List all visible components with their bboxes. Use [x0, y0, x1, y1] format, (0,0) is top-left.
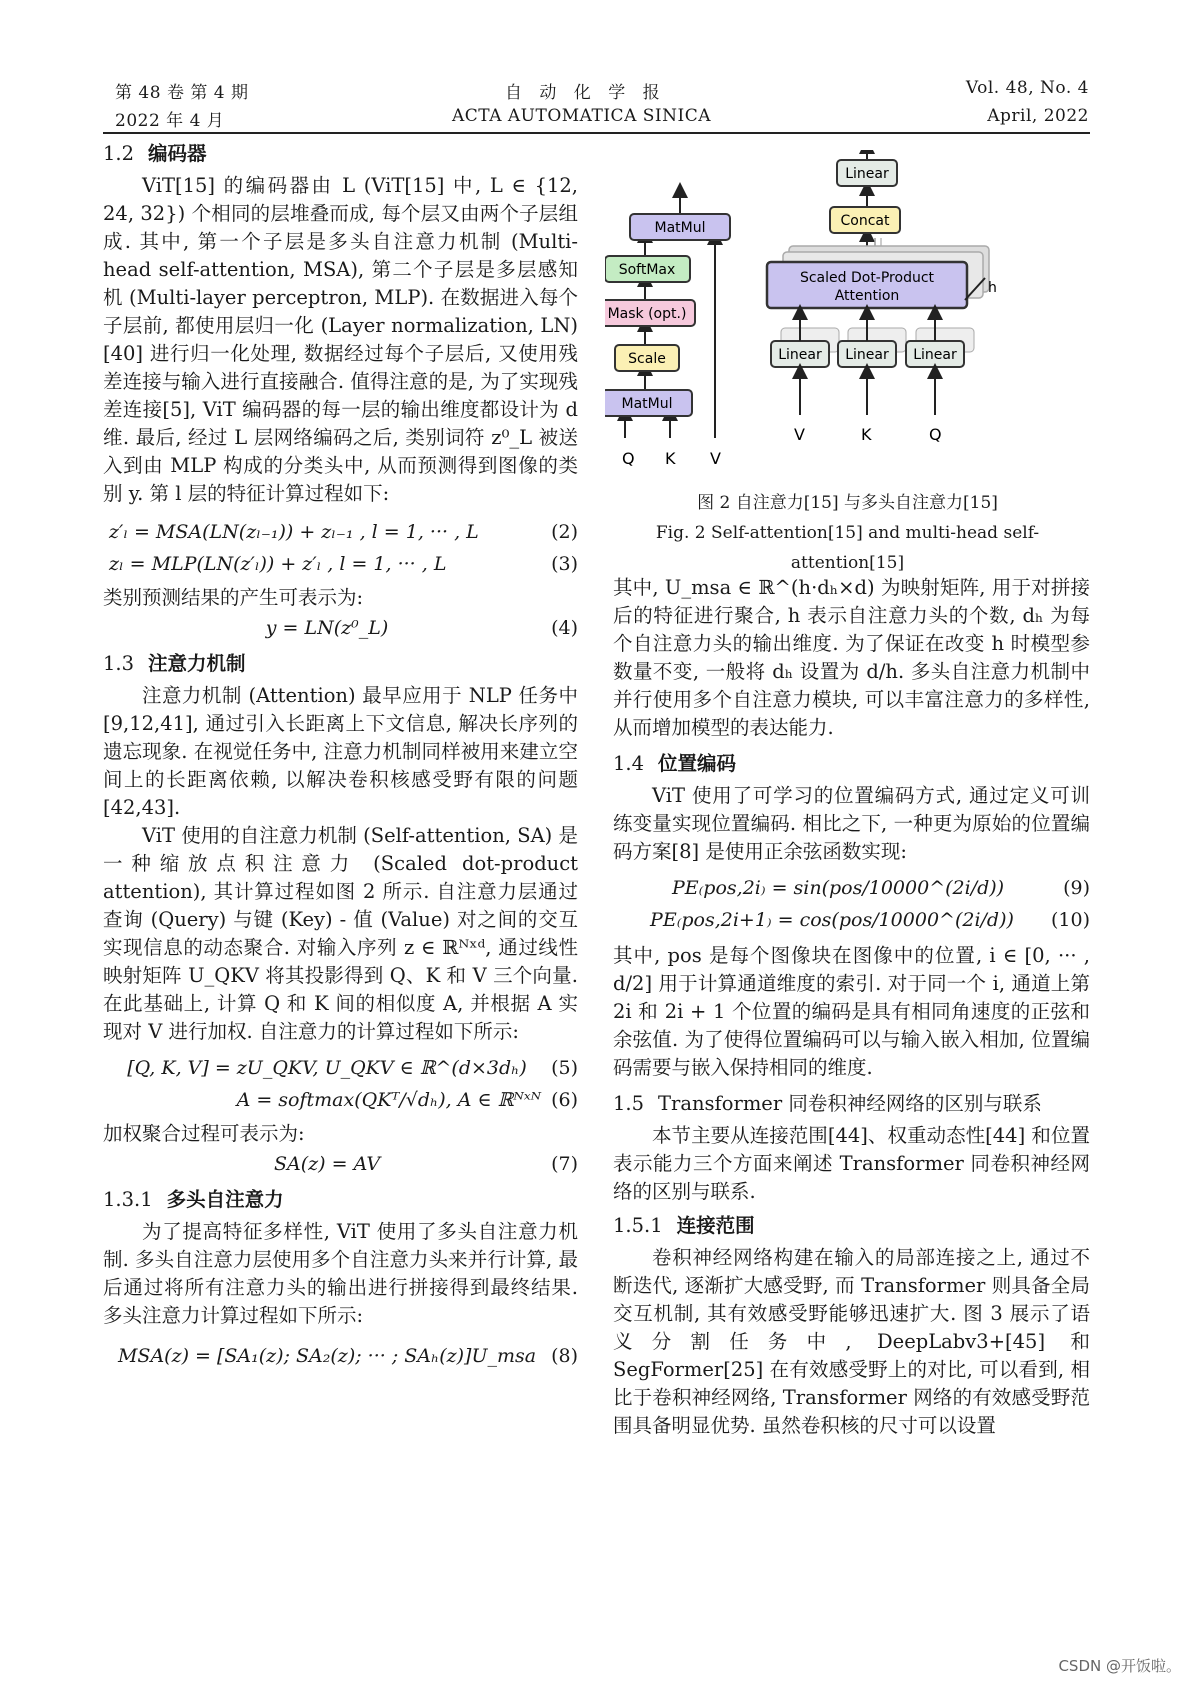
matmul-top-label: MatMul — [654, 220, 706, 236]
equation-10: PE₍pos,2i+1₎ = cos(pos/10000^(2i/d)) (10) — [650, 909, 1090, 931]
header-date-en: April, 2022 — [987, 106, 1089, 126]
equation-7: SA(z) = AV (7) — [274, 1153, 578, 1175]
left-flow — [605, 190, 730, 468]
paragraph: ViT 使用的自注意力机制 (Self-attention, SA) 是一种缩放点积注意力 (Scaled dot-product attention), 其计算过程如图 2 所示. 自注意力层通过查询 (Query) 与键 (Key) - 值 (Value) 对之间的交互实现信息的动态聚合. 对输入序列 z ∈ ℝᴺˣᵈ, 通过线性映射矩阵 U_QKV 将其投影得到 Q、K 和 V 三个向量. 在此基础上, 计算 Q 和 K 间的相似度 A, 并根据 A 实现对 V 进行加权. 自注意力的计算过程如下所示: — [103, 824, 578, 1043]
section-heading: 1.3.1 多头自注意力 — [103, 1188, 284, 1211]
softmax-label: SoftMax — [618, 262, 676, 278]
sdpa-label-line1: Scaled Dot-Product — [799, 270, 935, 286]
section-heading: 1.3 注意力机制 — [103, 652, 246, 675]
scale-label: Scale — [628, 351, 666, 367]
section-heading: 1.2 编码器 — [103, 142, 207, 165]
paragraph: ViT[15] 的编码器由 L (ViT[15] 中, L ∈ {12, 24, 32}) 个相同的层堆叠而成, 每个层又由两个子层组成. 其中, 第一个子层是多头自注意力机制 (Multi-head self-attention, MSA), 第二个子层是多层感知机 (Multi-layer perceptron, MLP). 在数据进入每个子层前, 都使用层归一化 (Layer normalization, LN)[40] 进行归一化处理, 数据经过每个子层后, 又使用残差连接与输入进行直接融合. 值得注意的是, 为了实现残差连接[5], ViT 编码器的每一层的输出维度都设计为 d 维. 最后, 经过 L 层网络编码之后, 类别词符 z⁰_L 被送入到由 MLP 构成的分类头中, 从而预测得到图像的类别 y. 第 l 层的特征计算过程如下: — [103, 174, 578, 505]
right-flow — [767, 150, 997, 444]
concat-label: Concat — [840, 213, 890, 229]
right-input-q: Q — [929, 425, 942, 444]
right-input-v: V — [794, 425, 805, 444]
linear-v-label: Linear — [778, 347, 822, 363]
equation-4: y = LN(z⁰_L) (4) — [265, 617, 578, 639]
equation-6: A = softmax(QKᵀ/√dₕ), A ∈ ℝᴺˣᴺ (6) — [236, 1089, 578, 1111]
linear-k-group — [838, 312, 906, 415]
equation-2: z′ₗ = MSA(LN(zₗ₋₁)) + zₗ₋₁ , l = 1, ··· , L (2) — [109, 521, 578, 543]
paragraph: 类别预测结果的产生可表示为: — [103, 586, 364, 609]
figure-attention-diagram — [605, 150, 1090, 500]
header-volume-issue: 第 48 卷 第 4 期 — [115, 83, 249, 103]
linear-q-group — [906, 312, 974, 415]
linear-top-label: Linear — [845, 166, 889, 182]
mask-label: Mask (opt.) — [607, 306, 687, 322]
paragraph: 卷积神经网络构建在输入的局部连接之上, 通过不断迭代, 逐渐扩大感受野, 而 Transformer 则具备全局交互机制, 其有效感受野能够迅速扩大. 图 3 展示了语义分割任务中, DeepLabv3+[45] 和 SegFormer[25] 在有效感受野上的对比, 可以看到, 相比于卷积神经网络, Transformer 网络的有效感受野范围具备明显优势. 虽然卷积核的尺寸可以设置 — [613, 1246, 1090, 1437]
heads-h-label: h — [988, 280, 997, 296]
header-journal-en: ACTA AUTOMATICA SINICA — [452, 106, 711, 126]
linear-q-label: Linear — [913, 347, 957, 363]
right-input-k: K — [861, 425, 872, 444]
watermark: CSDN @开饭啦。 — [1058, 1657, 1181, 1675]
left-input-v: V — [710, 449, 721, 468]
linear-k-label: Linear — [845, 347, 889, 363]
sdpa-label-line2: Attention — [834, 288, 900, 304]
equation-9: PE₍pos,2i₎ = sin(pos/10000^(2i/d)) (9) — [671, 877, 1090, 899]
paragraph: 本节主要从连接范围[44]、权重动态性[44] 和位置表示能力三个方面来阐述 Transformer 同卷积神经网络的区别与联系. — [613, 1124, 1090, 1203]
header-rule — [103, 132, 1090, 134]
equation-3: zₗ = MLP(LN(z′ₗ)) + z′ₗ , l = 1, ··· , L (3) — [109, 553, 578, 575]
linear-v-group — [771, 312, 839, 415]
section-heading: 1.4 位置编码 — [613, 752, 737, 775]
left-input-k: K — [665, 449, 676, 468]
equation-5: [Q, K, V] = zU_QKV, U_QKV ∈ ℝ^(d×3dₕ) (5) — [127, 1057, 578, 1079]
paragraph: ViT 使用了可学习的位置编码方式, 通过定义可训练变量实现位置编码. 相比之下, 一种更为原始的位置编码方案[8] 是使用正余弦函数实现: — [613, 784, 1090, 863]
paragraph: 其中, pos 是每个图像块在图像中的位置, i ∈ [0, ··· , d/2] 用于计算通道维度的索引. 对于同一个 i, 通道上第 2i 和 2i + 1 个位置的编码是具有相同角速度的正弦和余弦值. 为了使得位置编码可以与输入嵌入相加, 位置编码需要与嵌入保持相同的维度. — [613, 944, 1090, 1079]
header-volume-en: Vol. 48, No. 4 — [965, 78, 1089, 98]
figure-caption-en: Fig. 2 Self-attention[15] and multi-head self-attention[15] — [655, 523, 1040, 573]
matmul-bottom-label: MatMul — [621, 396, 673, 412]
header-journal-cn: 自 动 化 学 报 — [505, 83, 666, 103]
paragraph: 注意力机制 (Attention) 最早应用于 NLP 任务中[9,12,41], 通过引入长距离上下文信息, 解决长序列的遗忘现象. 在视觉任务中, 注意力机制同样被用来建立空间上的长距离依赖, 以解决卷积核感受野有限的问题[42,43]. — [103, 684, 578, 819]
header-date-cn: 2022 年 4 月 — [115, 111, 225, 131]
equation-8: MSA(z) = [SA₁(z); SA₂(z); ··· ; SAₕ(z)]U_msa (8) — [117, 1345, 578, 1367]
right-column — [613, 574, 1090, 1440]
left-input-q: Q — [622, 449, 635, 468]
section-heading: 1.5.1 连接范围 — [613, 1214, 755, 1237]
paragraph: 其中, U_msa ∈ ℝ^(h·dₕ×d) 为映射矩阵, 用于对拼接后的特征进行聚合, h 表示自注意力头的个数, dₕ 为每个自注意力头的输出维度. 为了保证在改变 h 时模型参数量不变, 一般将 dₕ 设置为 d/h. 多头自注意力机制中并行使用多个自注意力模块, 可以丰富注意力的多样性, 从而增加模型的表达能力. — [613, 576, 1090, 739]
paragraph: 为了提高特征多样性, ViT 使用了多头自注意力机制. 多头自注意力层使用多个自注意力头来并行计算, 最后通过将所有注意力头的输出进行拼接得到最终结果. 多头注意力计算过程如下所示: — [103, 1220, 578, 1327]
paragraph: 加权聚合过程可表示为: — [103, 1122, 305, 1145]
figure-caption-cn: 图 2 自注意力[15] 与多头自注意力[15] — [697, 493, 998, 513]
section-heading: 1.5 Transformer 同卷积神经网络的区别与联系 — [613, 1092, 1042, 1115]
left-column — [103, 140, 578, 1372]
